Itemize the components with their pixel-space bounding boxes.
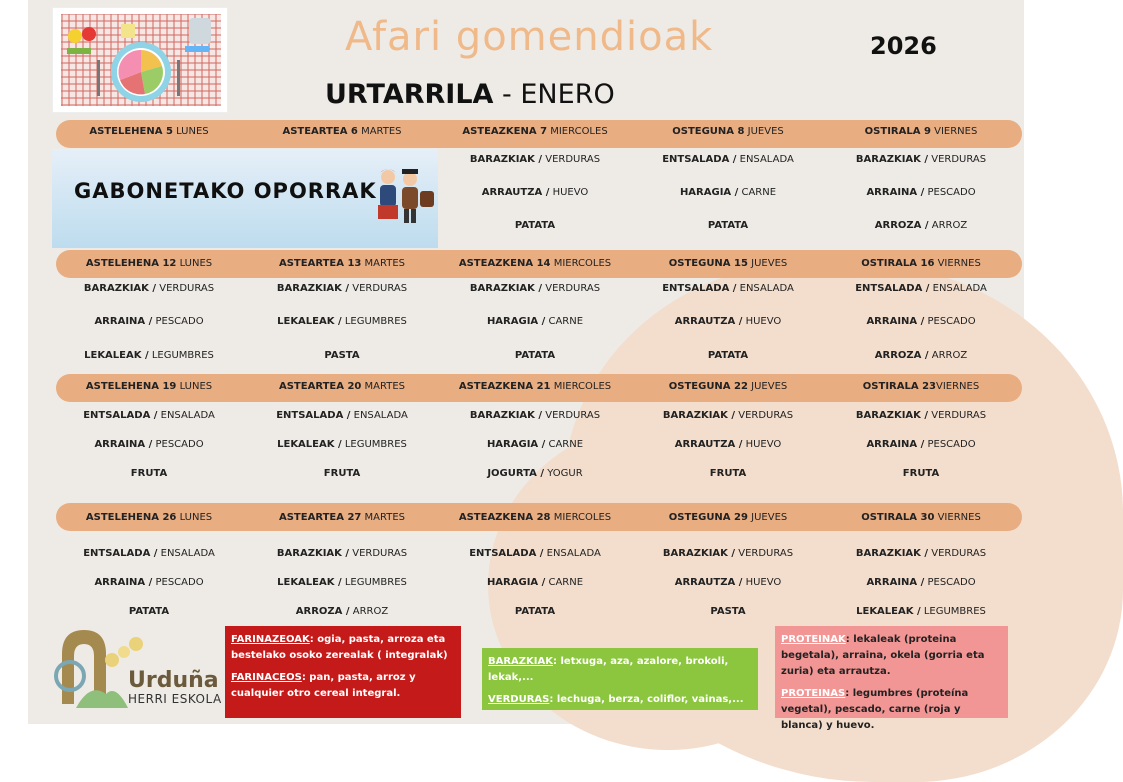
meal-item: BARAZKIAK / VERDURAS <box>662 410 794 421</box>
school-name: Urduña <box>128 668 219 693</box>
day-header: ASTEARTEA 20 MARTES <box>278 381 406 392</box>
day-header: ASTELEHENA 5 LUNES <box>89 126 209 137</box>
meal-item: BARAZKIAK / VERDURAS <box>469 154 601 165</box>
meal-item: FRUTA <box>323 468 361 479</box>
meal-item: ENTSALADA / ENSALADA <box>83 410 215 421</box>
meal-item: BARAZKIAK / VERDURAS <box>83 283 215 294</box>
meal-item: PATATA <box>514 220 556 231</box>
meal-item: FRUTA <box>902 468 940 479</box>
meal-item: HARAGIA / CARNE <box>486 439 584 450</box>
meal-item: FRUTA <box>709 468 747 479</box>
meal-item: ARRAUTZA / HUEVO <box>674 439 782 450</box>
meal-item: LEKALEAK / LEGUMBRES <box>84 350 214 361</box>
meal-item: ARRAINA / PESCADO <box>866 439 976 450</box>
meal-item: ARRAINA / PESCADO <box>94 577 204 588</box>
meal-item: HARAGIA / CARNE <box>486 316 584 327</box>
meal-item: ARROZA / ARROZ <box>874 220 968 231</box>
month-heading <box>325 79 615 110</box>
meal-item: BARAZKIAK / VERDURAS <box>855 410 987 421</box>
meal-item: PATATA <box>514 606 556 617</box>
meal-item: ENTSALADA / ENSALADA <box>662 283 794 294</box>
meal-item: BARAZKIAK / VERDURAS <box>855 548 987 559</box>
day-header: ASTEAZKENA 7 MIERCOLES <box>462 126 608 137</box>
page-title: Afari gomendioak <box>345 14 714 60</box>
meal-item: JOGURTA / YOGUR <box>487 468 583 479</box>
day-header: OSTEGUNA 8 JUEVES <box>672 126 784 137</box>
meal-item: PATATA <box>707 220 749 231</box>
day-header: OSTEGUNA 15 JUEVES <box>668 258 788 269</box>
day-header: ASTEARTEA 13 MARTES <box>278 258 406 269</box>
meal-item: ENTSALADA / ENSALADA <box>276 410 408 421</box>
day-header: OSTEGUNA 22 JUEVES <box>668 381 788 392</box>
meal-item: BARAZKIAK / VERDURAS <box>276 548 408 559</box>
meal-item: ARRAUTZA / HUEVO <box>481 187 589 198</box>
day-header: ASTELEHENA 12 LUNES <box>85 258 213 269</box>
plate-icon <box>53 8 229 114</box>
meal-item: ARRAINA / PESCADO <box>866 577 976 588</box>
school-subtitle: HERRI ESKOLA <box>128 692 222 706</box>
meal-item: BARAZKIAK / VERDURAS <box>662 548 794 559</box>
day-header: ASTELEHENA 19 LUNES <box>85 381 213 392</box>
meal-item: ARROZA / ARROZ <box>295 606 389 617</box>
holiday-characters-icon <box>370 165 436 229</box>
meal-item: LEKALEAK / LEGUMBRES <box>277 577 407 588</box>
meal-item: ARROZA / ARROZ <box>874 350 968 361</box>
meal-item: ENTSALADA / ENSALADA <box>855 283 987 294</box>
day-header: ASTEAZKENA 28 MIERCOLES <box>458 512 612 523</box>
meal-item: ARRAINA / PESCADO <box>94 439 204 450</box>
meal-item: PATATA <box>707 350 749 361</box>
meal-item: ENTSALADA / ENSALADA <box>469 548 601 559</box>
day-header: ASTEAZKENA 14 MIERCOLES <box>458 258 612 269</box>
meal-item: PASTA <box>710 606 746 617</box>
meal-item: HARAGIA / CARNE <box>679 187 777 198</box>
meal-item: PASTA <box>324 350 360 361</box>
meal-item: LEKALEAK / LEGUMBRES <box>856 606 986 617</box>
meal-item: ARRAUTZA / HUEVO <box>674 316 782 327</box>
meal-item: BARAZKIAK / VERDURAS <box>855 154 987 165</box>
healthy-plate-illustration <box>52 7 228 113</box>
meal-item: ARRAINA / PESCADO <box>866 187 976 198</box>
legend-farinaceous: FARINAZEOAK: ogia, pasta, arroza eta bestelako osoko zerealak ( integralak) FARINACEOS: pan, pasta, arroz y cualquier otro cereal integral. <box>225 626 461 718</box>
day-header: ASTELEHENA 26 LUNES <box>85 512 213 523</box>
meal-item: PATATA <box>128 606 170 617</box>
day-header: ASTEARTEA 27 MARTES <box>278 512 406 523</box>
day-header: ASTEAZKENA 21 MIERCOLES <box>458 381 612 392</box>
day-header: OSTEGUNA 29 JUEVES <box>668 512 788 523</box>
legend-vegetables: BARAZKIAK: letxuga, aza, azalore, brokoli, lekak,... VERDURAS: lechuga, berza, coliflor, vainas,... <box>482 648 758 710</box>
month-separator: - <box>493 79 521 110</box>
meal-item: BARAZKIAK / VERDURAS <box>276 283 408 294</box>
meal-item: BARAZKIAK / VERDURAS <box>469 410 601 421</box>
meal-item: ENTSALADA / ENSALADA <box>83 548 215 559</box>
meal-item: ARRAINA / PESCADO <box>94 316 204 327</box>
meal-item: ENTSALADA / ENSALADA <box>662 154 794 165</box>
year-label: 2026 <box>870 32 937 60</box>
holiday-text: GABONETAKO OPORRAK <box>74 179 377 203</box>
meal-item: FRUTA <box>130 468 168 479</box>
meal-item: HARAGIA / CARNE <box>486 577 584 588</box>
meal-item: LEKALEAK / LEGUMBRES <box>277 316 407 327</box>
day-header: OSTIRALA 16 VIERNES <box>861 258 981 269</box>
month-es: ENERO <box>520 79 615 110</box>
day-header: OSTIRALA 30 VIERNES <box>861 512 981 523</box>
meal-item: BARAZKIAK / VERDURAS <box>469 283 601 294</box>
day-header: OSTIRALA 9 VIERNES <box>864 126 978 137</box>
meal-item: ARRAUTZA / HUEVO <box>674 577 782 588</box>
meal-item: LEKALEAK / LEGUMBRES <box>277 439 407 450</box>
month-eu: URTARRILA <box>325 79 494 110</box>
meal-item: PATATA <box>514 350 556 361</box>
holiday-banner <box>52 149 438 248</box>
day-header: OSTIRALA 23VIERNES <box>862 381 980 392</box>
legend-proteins: PROTEINAK: lekaleak (proteina begetala), arraina, okela (gorria eta zuria) eta arrautza. PROTEINAS: legumbres (proteína vegetal), pescado, carne (roja y blanca) y huevo. <box>775 626 1008 718</box>
day-header: ASTEARTEA 6 MARTES <box>282 126 402 137</box>
meal-item: ARRAINA / PESCADO <box>866 316 976 327</box>
